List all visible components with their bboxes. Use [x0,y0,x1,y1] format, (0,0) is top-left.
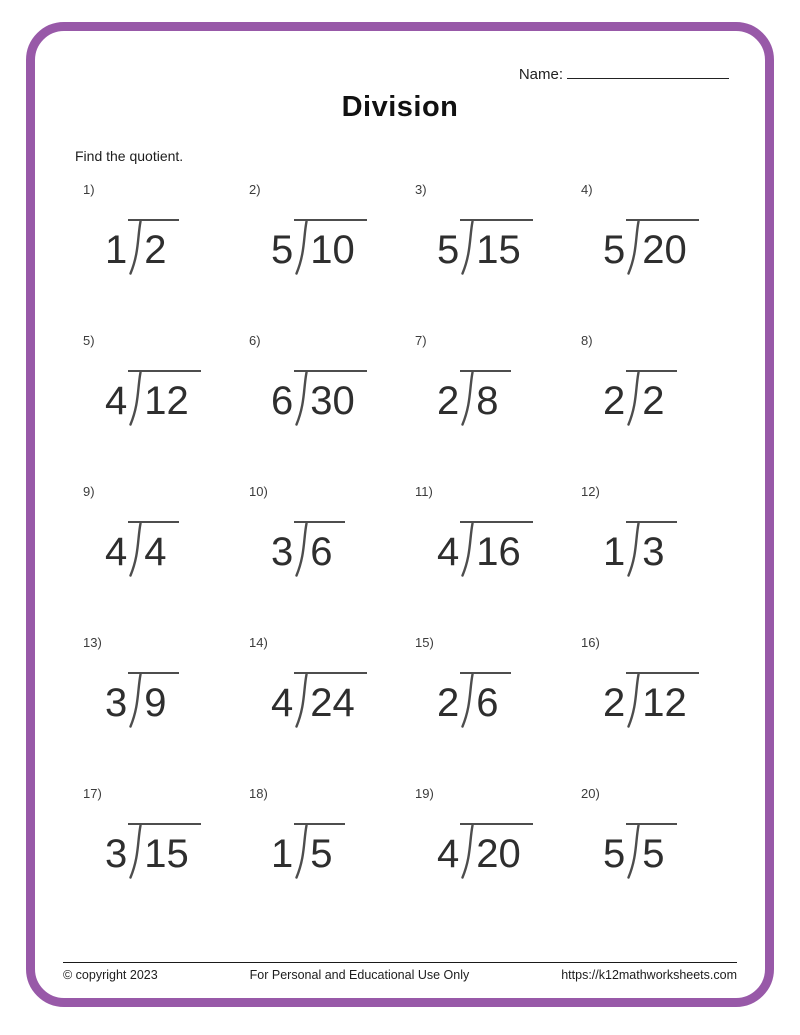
divisor: 5 [437,228,460,272]
division-problem [231,480,397,631]
division-problem [563,480,729,631]
footer-url[interactable]: https://k12mathworksheets.com [561,968,737,982]
divisor: 4 [271,681,294,725]
division-bracket-icon [460,221,475,275]
division-problem [397,329,563,480]
division-bracket [460,823,533,877]
long-division-expression [271,370,397,424]
division-problem [65,480,231,631]
dividend: 12 [144,379,189,423]
problem-number: 3) [415,182,427,197]
divisor: 3 [105,832,128,876]
divisor: 1 [105,228,128,272]
divisor: 4 [105,379,128,423]
dividend: 6 [476,681,499,725]
division-bracket [460,672,510,726]
division-bracket [294,370,367,424]
problem-number: 7) [415,333,427,348]
instruction-text: Find the quotient. [75,148,184,164]
divisor: 3 [105,681,128,725]
division-bracket-icon [128,523,143,577]
dividend: 15 [144,832,189,876]
division-bracket [128,672,178,726]
division-problem [397,178,563,329]
problem-number: 15) [415,635,434,650]
division-problem [65,782,231,933]
name-blank-line[interactable] [567,63,729,79]
long-division-expression [603,219,729,273]
problem-number: 11) [415,484,433,499]
problem-number: 4) [581,182,593,197]
division-bracket [128,521,178,575]
division-bracket [128,219,178,273]
problem-number: 17) [83,786,102,801]
footer [63,962,737,988]
divisor: 2 [437,379,460,423]
division-bracket [460,521,533,575]
long-division-expression [437,521,563,575]
divisor: 2 [603,379,626,423]
division-problem [231,631,397,782]
dividend: 24 [310,681,355,725]
problem-number: 14) [249,635,268,650]
divisor: 2 [603,681,626,725]
dividend: 10 [310,228,355,272]
division-problem [563,329,729,480]
division-problem [563,631,729,782]
division-problem [397,631,563,782]
divisor: 6 [271,379,294,423]
problem-number: 1) [83,182,95,197]
divisor: 5 [603,832,626,876]
divisor: 3 [271,530,294,574]
division-bracket-icon [460,523,475,577]
dividend: 9 [144,681,167,725]
problems-grid [65,178,737,933]
dividend: 2 [642,379,665,423]
long-division-expression [271,219,397,273]
worksheet-content [35,31,765,998]
problem-number: 20) [581,786,600,801]
division-problem [65,329,231,480]
division-bracket-icon [128,825,143,879]
division-bracket [128,370,201,424]
problem-number: 12) [581,484,600,499]
division-problem [65,178,231,329]
division-bracket-icon [128,372,143,426]
divisor: 4 [437,832,460,876]
long-division-expression [437,219,563,273]
division-bracket [460,370,510,424]
divisor: 2 [437,681,460,725]
long-division-expression [105,219,231,273]
divisor: 5 [603,228,626,272]
long-division-expression [603,521,729,575]
divisor: 1 [603,530,626,574]
division-problem [65,631,231,782]
name-label: Name: [518,66,563,83]
divisor: 4 [437,530,460,574]
problem-number: 16) [581,635,600,650]
division-bracket-icon [626,221,641,275]
division-problem [397,782,563,933]
long-division-expression [105,672,231,726]
division-bracket [626,370,676,424]
divisor: 4 [105,530,128,574]
division-bracket-icon [128,674,143,728]
divisor: 1 [271,832,294,876]
division-bracket-icon [294,674,309,728]
division-bracket [626,521,676,575]
long-division-expression [437,823,563,877]
problem-number: 2) [249,182,261,197]
long-division-expression [105,823,231,877]
division-problem [563,782,729,933]
long-division-expression [271,521,397,575]
dividend: 12 [642,681,687,725]
long-division-expression [603,370,729,424]
dividend: 20 [476,832,521,876]
long-division-expression [271,672,397,726]
dividend: 3 [642,530,665,574]
long-division-expression [437,370,563,424]
dividend: 16 [476,530,521,574]
problem-number: 10) [249,484,268,499]
long-division-expression [437,672,563,726]
dividend: 8 [476,379,499,423]
division-bracket-icon [294,221,309,275]
problem-number: 9) [83,484,95,499]
division-bracket [626,823,676,877]
divisor: 5 [271,228,294,272]
division-bracket-icon [460,825,475,879]
division-problem [563,178,729,329]
dividend: 20 [642,228,687,272]
division-bracket-icon [626,523,641,577]
division-bracket-icon [294,372,309,426]
dividend: 6 [310,530,333,574]
division-bracket-icon [294,523,309,577]
problem-number: 18) [249,786,268,801]
footer-divider [63,962,737,963]
dividend: 4 [144,530,167,574]
division-bracket-icon [128,221,143,275]
problem-number: 19) [415,786,434,801]
dividend: 15 [476,228,521,272]
division-bracket [460,219,533,273]
division-bracket [128,823,201,877]
footer-usage: For Personal and Educational Use Only [249,968,470,982]
division-bracket-icon [460,674,475,728]
problem-number: 13) [83,635,102,650]
footer-copyright: © copyright 2023 [63,968,158,982]
problem-number: 5) [83,333,95,348]
division-problem [231,782,397,933]
division-bracket [294,219,367,273]
division-bracket-icon [460,372,475,426]
long-division-expression [105,521,231,575]
problem-number: 8) [581,333,593,348]
division-problem [231,329,397,480]
division-bracket-icon [626,372,641,426]
long-division-expression [603,672,729,726]
division-bracket [294,672,367,726]
division-problem [397,480,563,631]
dividend: 30 [310,379,355,423]
division-problem [231,178,397,329]
dividend: 5 [310,832,333,876]
division-bracket-icon [294,825,309,879]
problem-number: 6) [249,333,261,348]
long-division-expression [603,823,729,877]
division-bracket [626,219,699,273]
long-division-expression [105,370,231,424]
division-bracket-icon [626,674,641,728]
division-bracket-icon [626,825,641,879]
division-bracket [294,521,344,575]
dividend: 5 [642,832,665,876]
division-bracket [294,823,344,877]
long-division-expression [271,823,397,877]
division-bracket [626,672,699,726]
name-row [63,63,737,83]
dividend: 2 [144,228,167,272]
page-title: Division [341,91,459,123]
